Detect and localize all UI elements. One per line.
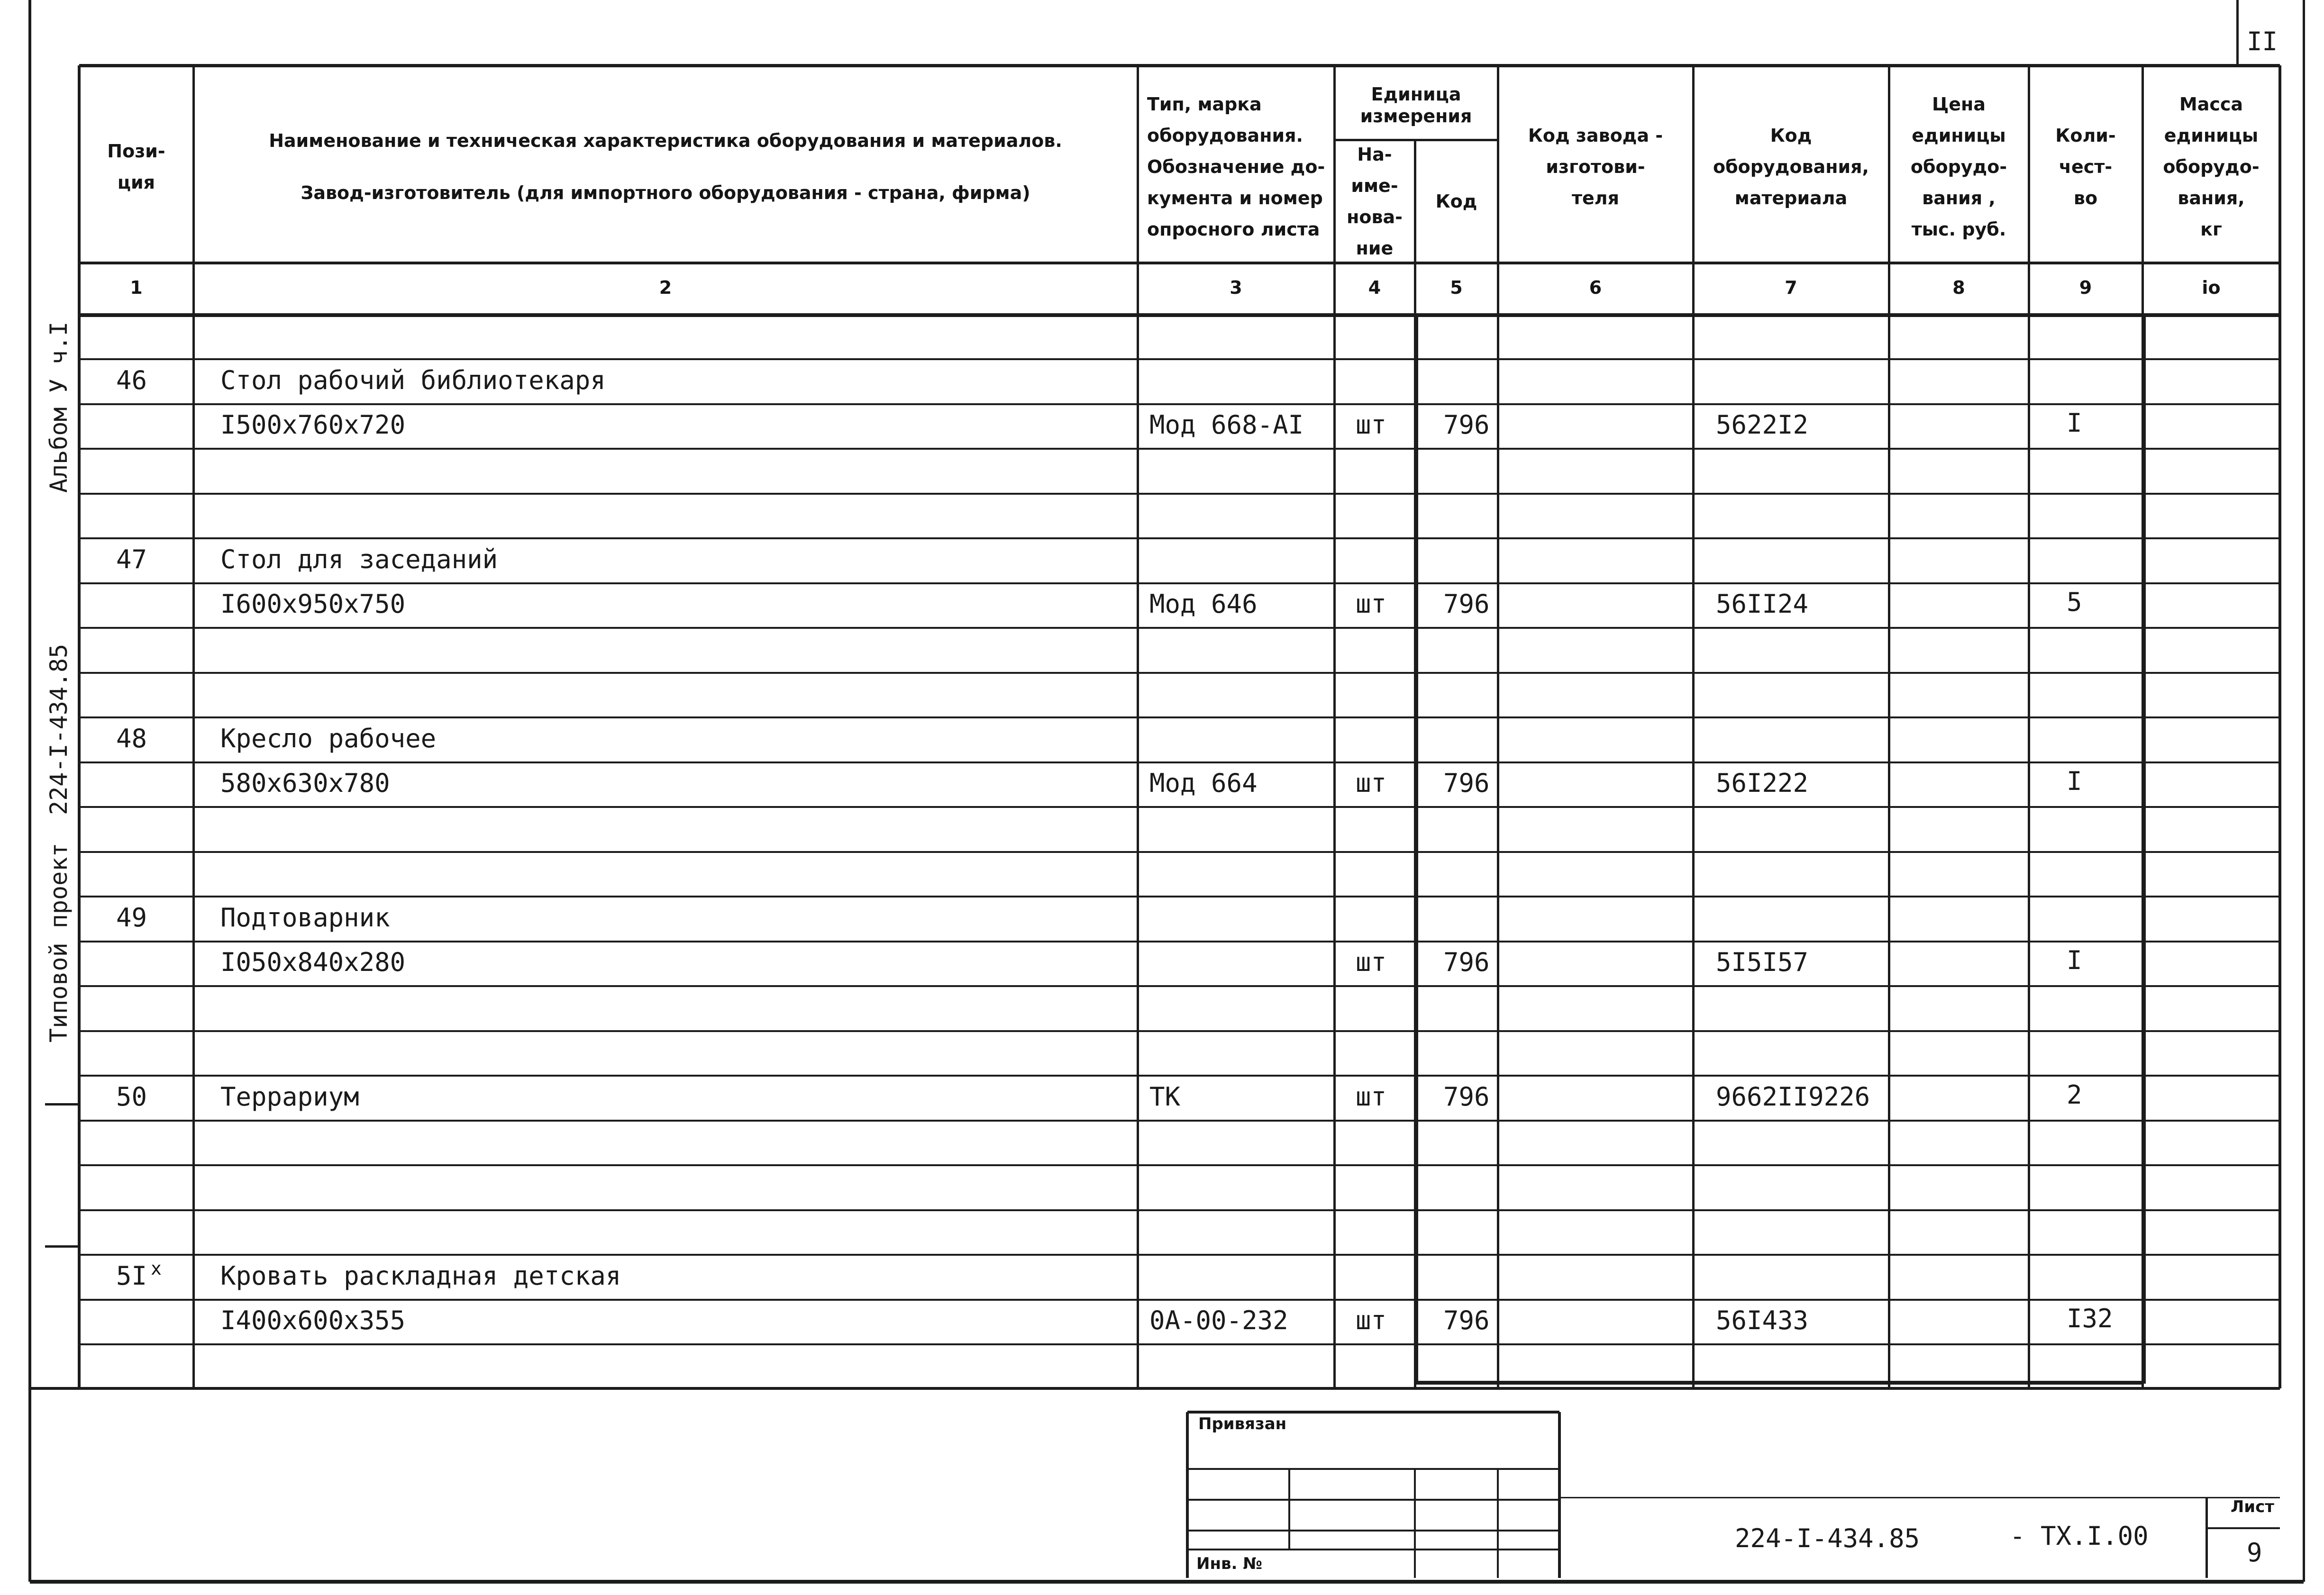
grid-line <box>1187 1468 1559 1470</box>
row-name: Стол для заседаний <box>220 544 498 574</box>
column-header-line: кумента и номер <box>1147 187 1323 208</box>
row-equipment-code: 9662II9226 <box>1716 1082 1870 1112</box>
row-equipment-code: 56II24 <box>1716 589 1809 619</box>
column-number-iо: iо <box>2202 277 2221 298</box>
column-number-5: 5 <box>1450 277 1463 298</box>
grid-line <box>1497 65 1499 1388</box>
column-header-line: нова- <box>1347 207 1403 227</box>
row-unit-code: 796 <box>1443 589 1490 619</box>
row-unit: шт <box>1356 768 1387 798</box>
row-unit-code: 796 <box>1443 947 1490 977</box>
row-quantity: I <box>2067 945 2082 975</box>
column-header-line: Код <box>1770 125 1812 146</box>
grid-line <box>2278 65 2281 1388</box>
column-header-line: Обозначение до- <box>1147 156 1325 177</box>
grid-line <box>79 941 2280 942</box>
column-header-line: Код <box>1435 191 1477 212</box>
row-unit-code: 796 <box>1443 1082 1490 1112</box>
grid-line <box>28 0 31 1582</box>
grid-line <box>1288 1469 1290 1550</box>
row-equipment-code: 5622I2 <box>1716 410 1809 440</box>
column-header-line: оборудо- <box>1910 156 2007 177</box>
column-header-line: кг <box>2200 218 2222 240</box>
grid-line <box>79 537 2280 539</box>
column-header-line: Тип, марка <box>1147 93 1262 115</box>
column-header-line: оборудо- <box>2163 156 2260 177</box>
column-header-line: оборудования. <box>1147 125 1303 146</box>
grid-line <box>2028 65 2030 1388</box>
grid-line <box>1187 1530 1559 1532</box>
column-header-line: ция <box>117 172 155 193</box>
column-header-line: Пози- <box>107 140 165 162</box>
grid-line <box>2303 0 2305 1582</box>
row-quantity: I <box>2067 766 2082 796</box>
side-label-project-type: Типовой проект <box>45 843 73 1042</box>
grid-line <box>79 627 2280 629</box>
column-header-line: чест- <box>2059 156 2113 177</box>
grid-line <box>1187 1499 1559 1501</box>
column-header-line: оборудования, <box>1713 156 1869 177</box>
column-header-line: Масса <box>2179 93 2243 115</box>
sheet-label: Лист <box>2231 1497 2274 1516</box>
grid-line <box>30 1580 2304 1584</box>
grid-line <box>79 1030 2280 1032</box>
position-mark: x <box>151 1258 162 1279</box>
row-size: I050x840x280 <box>220 947 406 977</box>
grid-line <box>79 1164 2280 1166</box>
column-number-3: 3 <box>1230 277 1242 298</box>
column-header-line: име- <box>1351 175 1398 196</box>
row-type: ТК <box>1149 1082 1181 1112</box>
row-equipment-code: 56I433 <box>1716 1305 1809 1335</box>
grid-line <box>79 985 2280 987</box>
column-header-4 <box>1334 140 1415 263</box>
grid-line <box>1333 65 1336 1388</box>
row-size: I400x600x355 <box>220 1305 406 1335</box>
row-position: 48 <box>116 724 147 753</box>
sheet-corner-number: II <box>2247 27 2278 56</box>
grid-line <box>79 1120 2280 1122</box>
column-number-2: 2 <box>659 277 672 298</box>
attached-label: Привязан <box>1198 1414 1287 1433</box>
grid-line <box>79 1209 2280 1211</box>
grid-line <box>1416 1381 2143 1385</box>
row-position: 49 <box>116 903 147 933</box>
side-label-album: Альбом У ч.I <box>45 321 73 493</box>
row-quantity: 2 <box>2067 1080 2082 1110</box>
row-unit-code: 796 <box>1443 410 1490 440</box>
column-header-7 <box>1693 70 1889 263</box>
column-header-line: единицы <box>2164 125 2259 146</box>
grid-line <box>79 313 2280 317</box>
grid-line <box>1559 1497 2280 1498</box>
row-position: 47 <box>116 544 147 574</box>
column-header-line: теля <box>1571 187 1620 208</box>
column-header-line: Цена <box>1932 93 1986 115</box>
column-header-line: вания, <box>2178 187 2245 208</box>
column-header-line: вания , <box>1922 187 1996 208</box>
sheet-number: 9 <box>2247 1538 2262 1568</box>
grid-line <box>1414 1469 1416 1578</box>
column-number-7: 7 <box>1785 277 1797 298</box>
column-header-line: Код завода - <box>1528 125 1663 146</box>
row-unit-code: 796 <box>1443 768 1490 798</box>
grid-line <box>79 1075 2280 1077</box>
column-number-4: 4 <box>1368 277 1381 298</box>
grid-line <box>2206 1497 2208 1578</box>
row-position: 46 <box>116 365 147 395</box>
grid-line <box>45 1103 79 1106</box>
column-number-1: 1 <box>130 277 143 298</box>
row-quantity: I <box>2067 408 2082 438</box>
grid-line <box>79 1299 2280 1301</box>
row-size: I600x950x750 <box>220 589 406 619</box>
row-type: Мод 668-AI <box>1149 410 1304 440</box>
grid-line <box>192 65 195 1388</box>
inventory-number-label: Инв. № <box>1196 1554 1263 1573</box>
grid-line <box>79 493 2280 495</box>
row-unit-code: 796 <box>1443 1305 1490 1335</box>
column-header-3 <box>1138 70 1334 263</box>
column-header-line: материала <box>1734 187 1848 208</box>
document-code: 224-I-434.85 <box>1735 1523 1920 1553</box>
grid-line <box>2206 1527 2280 1529</box>
column-header-line: изготови- <box>1546 156 1645 177</box>
grid-line <box>1558 1412 1561 1578</box>
column-header-line: На- <box>1357 144 1392 165</box>
column-header-iо <box>2142 70 2280 263</box>
row-unit: шт <box>1356 589 1387 619</box>
row-unit: шт <box>1356 1305 1387 1335</box>
grid-line <box>1497 1469 1499 1578</box>
column-header-line: единицы <box>1912 125 2006 146</box>
grid-line <box>79 64 2280 67</box>
column-header-8 <box>1889 70 2029 263</box>
row-name: Подтоварник <box>220 903 390 933</box>
column-number-8: 8 <box>1952 277 1965 298</box>
unit-group-header-line: Единица <box>1371 83 1461 105</box>
grid-line <box>2236 0 2239 65</box>
row-position: 50 <box>116 1082 147 1112</box>
grid-line <box>79 448 2280 450</box>
grid-line <box>79 358 2280 360</box>
grid-line <box>1186 1412 1189 1578</box>
row-quantity: I32 <box>2067 1304 2113 1333</box>
column-header-line: Наименование и техническая характеристика оборудования и материалов. <box>269 130 1062 151</box>
row-size: 580x630x780 <box>220 768 390 798</box>
grid-line <box>1187 1411 1559 1414</box>
column-header-line: Завод-изготовитель (для импортного оборудования - страна, фирма) <box>301 182 1030 203</box>
column-header-5 <box>1415 140 1498 263</box>
row-type: 0А-00-232 <box>1149 1305 1288 1335</box>
row-position: 5I <box>116 1261 147 1291</box>
grid-line <box>1137 65 1139 1388</box>
column-number-9: 9 <box>2079 277 2092 298</box>
column-header-line: во <box>2073 187 2098 208</box>
column-header-line: опросного листа <box>1147 218 1320 240</box>
grid-line <box>45 1245 79 1248</box>
grid-line <box>30 1387 2280 1390</box>
grid-line <box>1187 1549 1559 1550</box>
column-header-line: Коли- <box>2055 125 2116 146</box>
row-quantity: 5 <box>2067 587 2082 617</box>
column-header-9 <box>2029 70 2142 263</box>
grid-line <box>79 672 2280 674</box>
row-name: Террариум <box>220 1082 359 1112</box>
side-label-project-code: 224-I-434.85 <box>45 643 73 815</box>
row-type: Мод 664 <box>1149 768 1258 798</box>
grid-line <box>79 851 2280 853</box>
grid-line <box>79 1343 2280 1345</box>
row-name: Кровать раскладная детская <box>220 1261 621 1291</box>
grid-line <box>79 896 2280 897</box>
grid-line <box>1414 315 1418 1384</box>
column-header-line: ние <box>1356 238 1394 259</box>
unit-group-header <box>1334 70 1498 140</box>
row-equipment-code: 56I222 <box>1716 768 1809 798</box>
grid-line <box>79 582 2280 584</box>
grid-line <box>79 761 2280 763</box>
row-size: I500x760x720 <box>220 410 406 440</box>
row-name: Стол рабочий библиотекаря <box>220 365 606 395</box>
grid-line <box>2142 315 2146 1384</box>
grid-line <box>79 1254 2280 1256</box>
row-equipment-code: 5I5I57 <box>1716 947 1809 977</box>
grid-line <box>79 716 2280 718</box>
row-unit: шт <box>1356 1082 1387 1112</box>
row-name: Кресло рабочее <box>220 724 437 753</box>
row-type: Мод 646 <box>1149 589 1258 619</box>
column-header-2 <box>193 70 1138 263</box>
grid-line <box>1692 65 1695 1388</box>
document-suffix: - ТХ.I.00 <box>2010 1521 2149 1551</box>
grid-line <box>79 403 2280 405</box>
row-unit: шт <box>1356 410 1387 440</box>
column-header-1 <box>79 70 193 263</box>
column-number-6: 6 <box>1589 277 1602 298</box>
column-header-line: тыс. руб. <box>1911 218 2006 240</box>
grid-line <box>79 806 2280 808</box>
row-unit: шт <box>1356 947 1387 977</box>
column-header-6 <box>1498 70 1693 263</box>
unit-group-header-line: измерения <box>1360 105 1472 127</box>
grid-line <box>1888 65 1890 1388</box>
grid-line <box>78 65 81 1388</box>
